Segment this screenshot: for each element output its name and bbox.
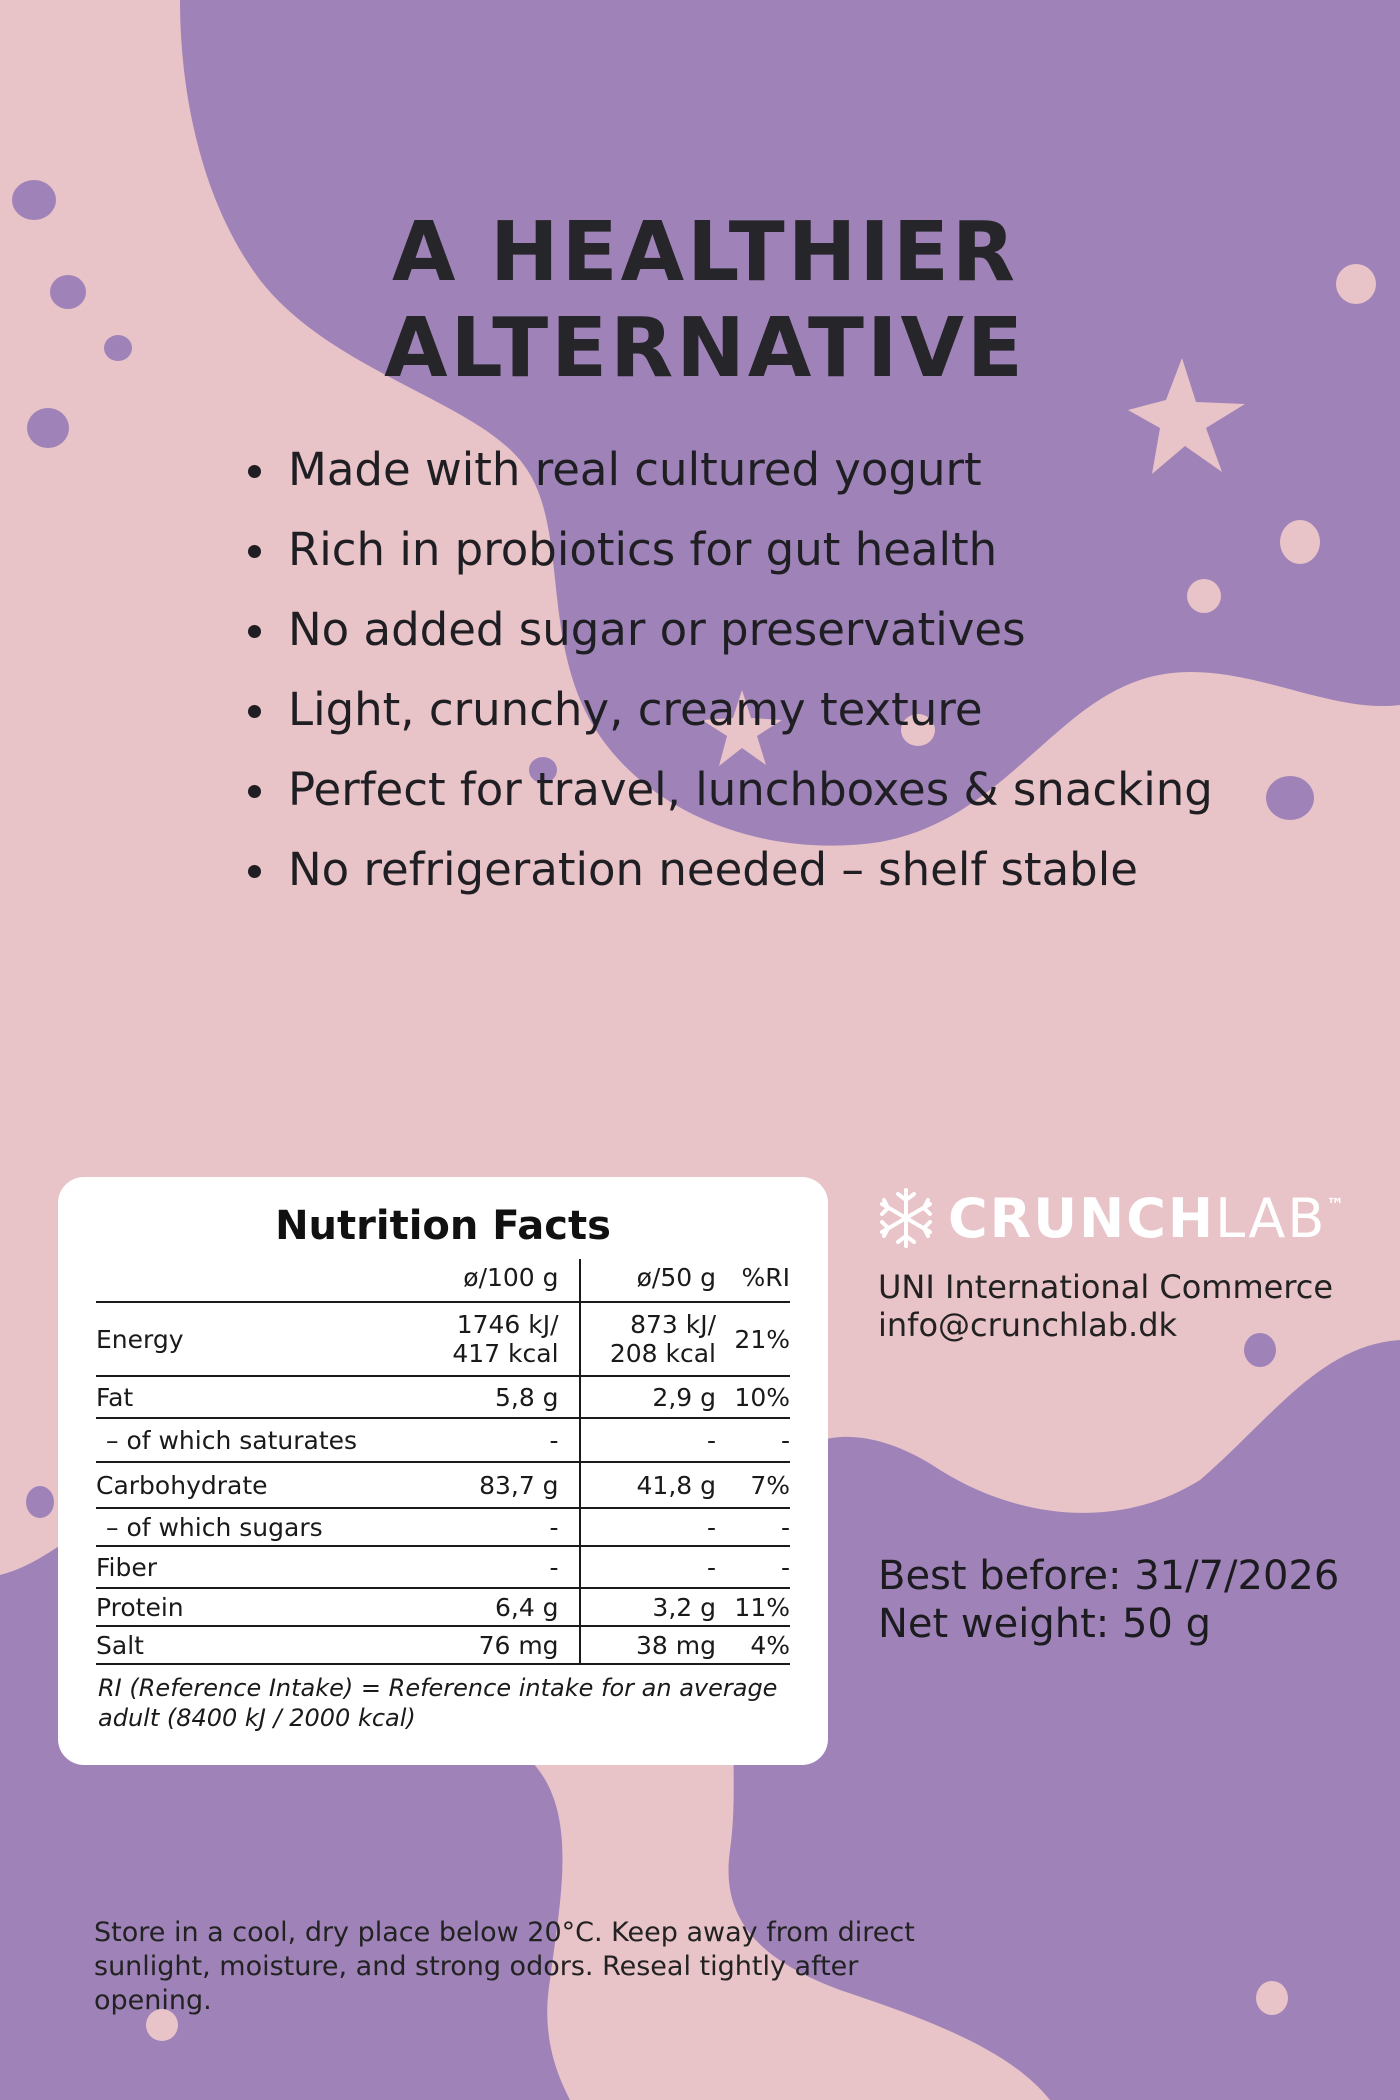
value-per100: 83,7 g — [421, 1462, 579, 1508]
value-per50: - — [580, 1546, 728, 1588]
pink-dot — [1256, 1981, 1288, 2015]
table-row — [96, 1302, 790, 1376]
purple-dot — [27, 408, 69, 448]
nutrient-label: Salt — [96, 1626, 421, 1664]
benefit-item: Perfect for travel, lunchboxes & snacking — [248, 750, 1298, 830]
value-ri: 7% — [728, 1462, 790, 1508]
value-ri: 4% — [728, 1626, 790, 1664]
trademark-mark: ™ — [1326, 1195, 1345, 1216]
value-per50: 41,8 g — [580, 1462, 728, 1508]
value-per100: 1746 kJ/ 417 kcal — [421, 1302, 579, 1376]
brand-logo — [874, 1183, 1344, 1253]
main-heading — [200, 205, 1210, 397]
purple-dot — [26, 1486, 54, 1518]
table-row — [96, 1376, 790, 1418]
benefit-item: Made with real cultured yogurt — [248, 430, 1298, 510]
value-ri: - — [728, 1418, 790, 1462]
nutrient-label: Fiber — [96, 1546, 421, 1588]
value-per100: - — [421, 1418, 579, 1462]
value-per100: 5,8 g — [421, 1376, 579, 1418]
benefit-item: No refrigeration needed – shelf stable — [248, 830, 1298, 910]
reference-intake-note: RI (Reference Intake) = Reference intake for an average adult (8400 kJ / 2000 kcal) — [98, 1674, 778, 1732]
snowflake-icon — [874, 1186, 938, 1250]
best-before: Best before: 31/7/2026 — [878, 1553, 1340, 1599]
benefit-item: Light, crunchy, creamy texture — [248, 670, 1298, 750]
nutrient-label: Fat — [96, 1376, 421, 1418]
header-cell-per100: ø/100 g — [421, 1259, 579, 1302]
nutrient-label: – of which saturates — [96, 1418, 421, 1462]
table-row — [96, 1588, 790, 1626]
value-ri: 21% — [728, 1302, 790, 1376]
company-name: UNI International Commerce — [878, 1268, 1334, 1306]
bullet-icon — [248, 865, 261, 878]
value-per50: - — [580, 1418, 728, 1462]
value-per100: - — [421, 1546, 579, 1588]
value-ri: 11% — [728, 1588, 790, 1626]
header-cell-per50: ø/50 g — [580, 1259, 728, 1302]
header-cell — [96, 1259, 421, 1302]
net-weight: Net weight: 50 g — [878, 1601, 1211, 1647]
brand-name-light: LAB — [1215, 1186, 1327, 1250]
benefit-item: Rich in probiotics for gut health — [248, 510, 1298, 590]
benefits-list — [248, 430, 1298, 910]
nutrient-label: Protein — [96, 1588, 421, 1626]
value-per50: 3,2 g — [580, 1588, 728, 1626]
value-per100: 6,4 g — [421, 1588, 579, 1626]
value-per50: 2,9 g — [580, 1376, 728, 1418]
header-cell-ri: %RI — [728, 1259, 790, 1302]
company-info — [878, 1268, 1333, 1344]
value-per50: - — [580, 1508, 728, 1546]
company-email: info@crunchlab.dk — [878, 1306, 1178, 1344]
table-row — [96, 1418, 790, 1462]
table-row — [96, 1626, 790, 1664]
value-ri: - — [728, 1508, 790, 1546]
bullet-icon — [248, 625, 261, 638]
heading-line-2: ALTERNATIVE — [384, 301, 1026, 396]
nutrition-title: Nutrition Facts — [275, 1203, 611, 1249]
value-ri: 10% — [728, 1376, 790, 1418]
table-row — [96, 1546, 790, 1588]
value-per100: 76 mg — [421, 1626, 579, 1664]
storage-instructions: Store in a cool, dry place below 20°C. Keep away from direct sunlight, moisture, and strong odors. Reseal tightly after opening. — [94, 1917, 915, 2016]
nutrient-label: – of which sugars — [96, 1508, 421, 1546]
bullet-icon — [248, 705, 261, 718]
bullet-icon — [248, 465, 261, 478]
bullet-icon — [248, 545, 261, 558]
purple-dot — [50, 275, 86, 309]
nutrition-facts-card — [58, 1177, 828, 1765]
table-header-row — [96, 1259, 790, 1302]
nutrient-label: Energy — [96, 1302, 421, 1376]
table-row — [96, 1508, 790, 1546]
purple-dot — [104, 335, 132, 361]
value-per50: 873 kJ/ 208 kcal — [580, 1302, 728, 1376]
value-per50: 38 mg — [580, 1626, 728, 1664]
nutrition-table — [96, 1259, 790, 1665]
value-ri: - — [728, 1546, 790, 1588]
benefit-item: No added sugar or preservatives — [248, 590, 1298, 670]
brand-name-bold: CRUNCH — [948, 1186, 1216, 1250]
pink-dot — [1336, 264, 1376, 304]
purple-dot — [12, 180, 56, 220]
value-per100: - — [421, 1508, 579, 1546]
nutrient-label: Carbohydrate — [96, 1462, 421, 1508]
heading-line-1: A HEALTHIER — [391, 205, 1019, 300]
table-row — [96, 1462, 790, 1508]
bullet-icon — [248, 785, 261, 798]
product-dates — [878, 1552, 1339, 1648]
